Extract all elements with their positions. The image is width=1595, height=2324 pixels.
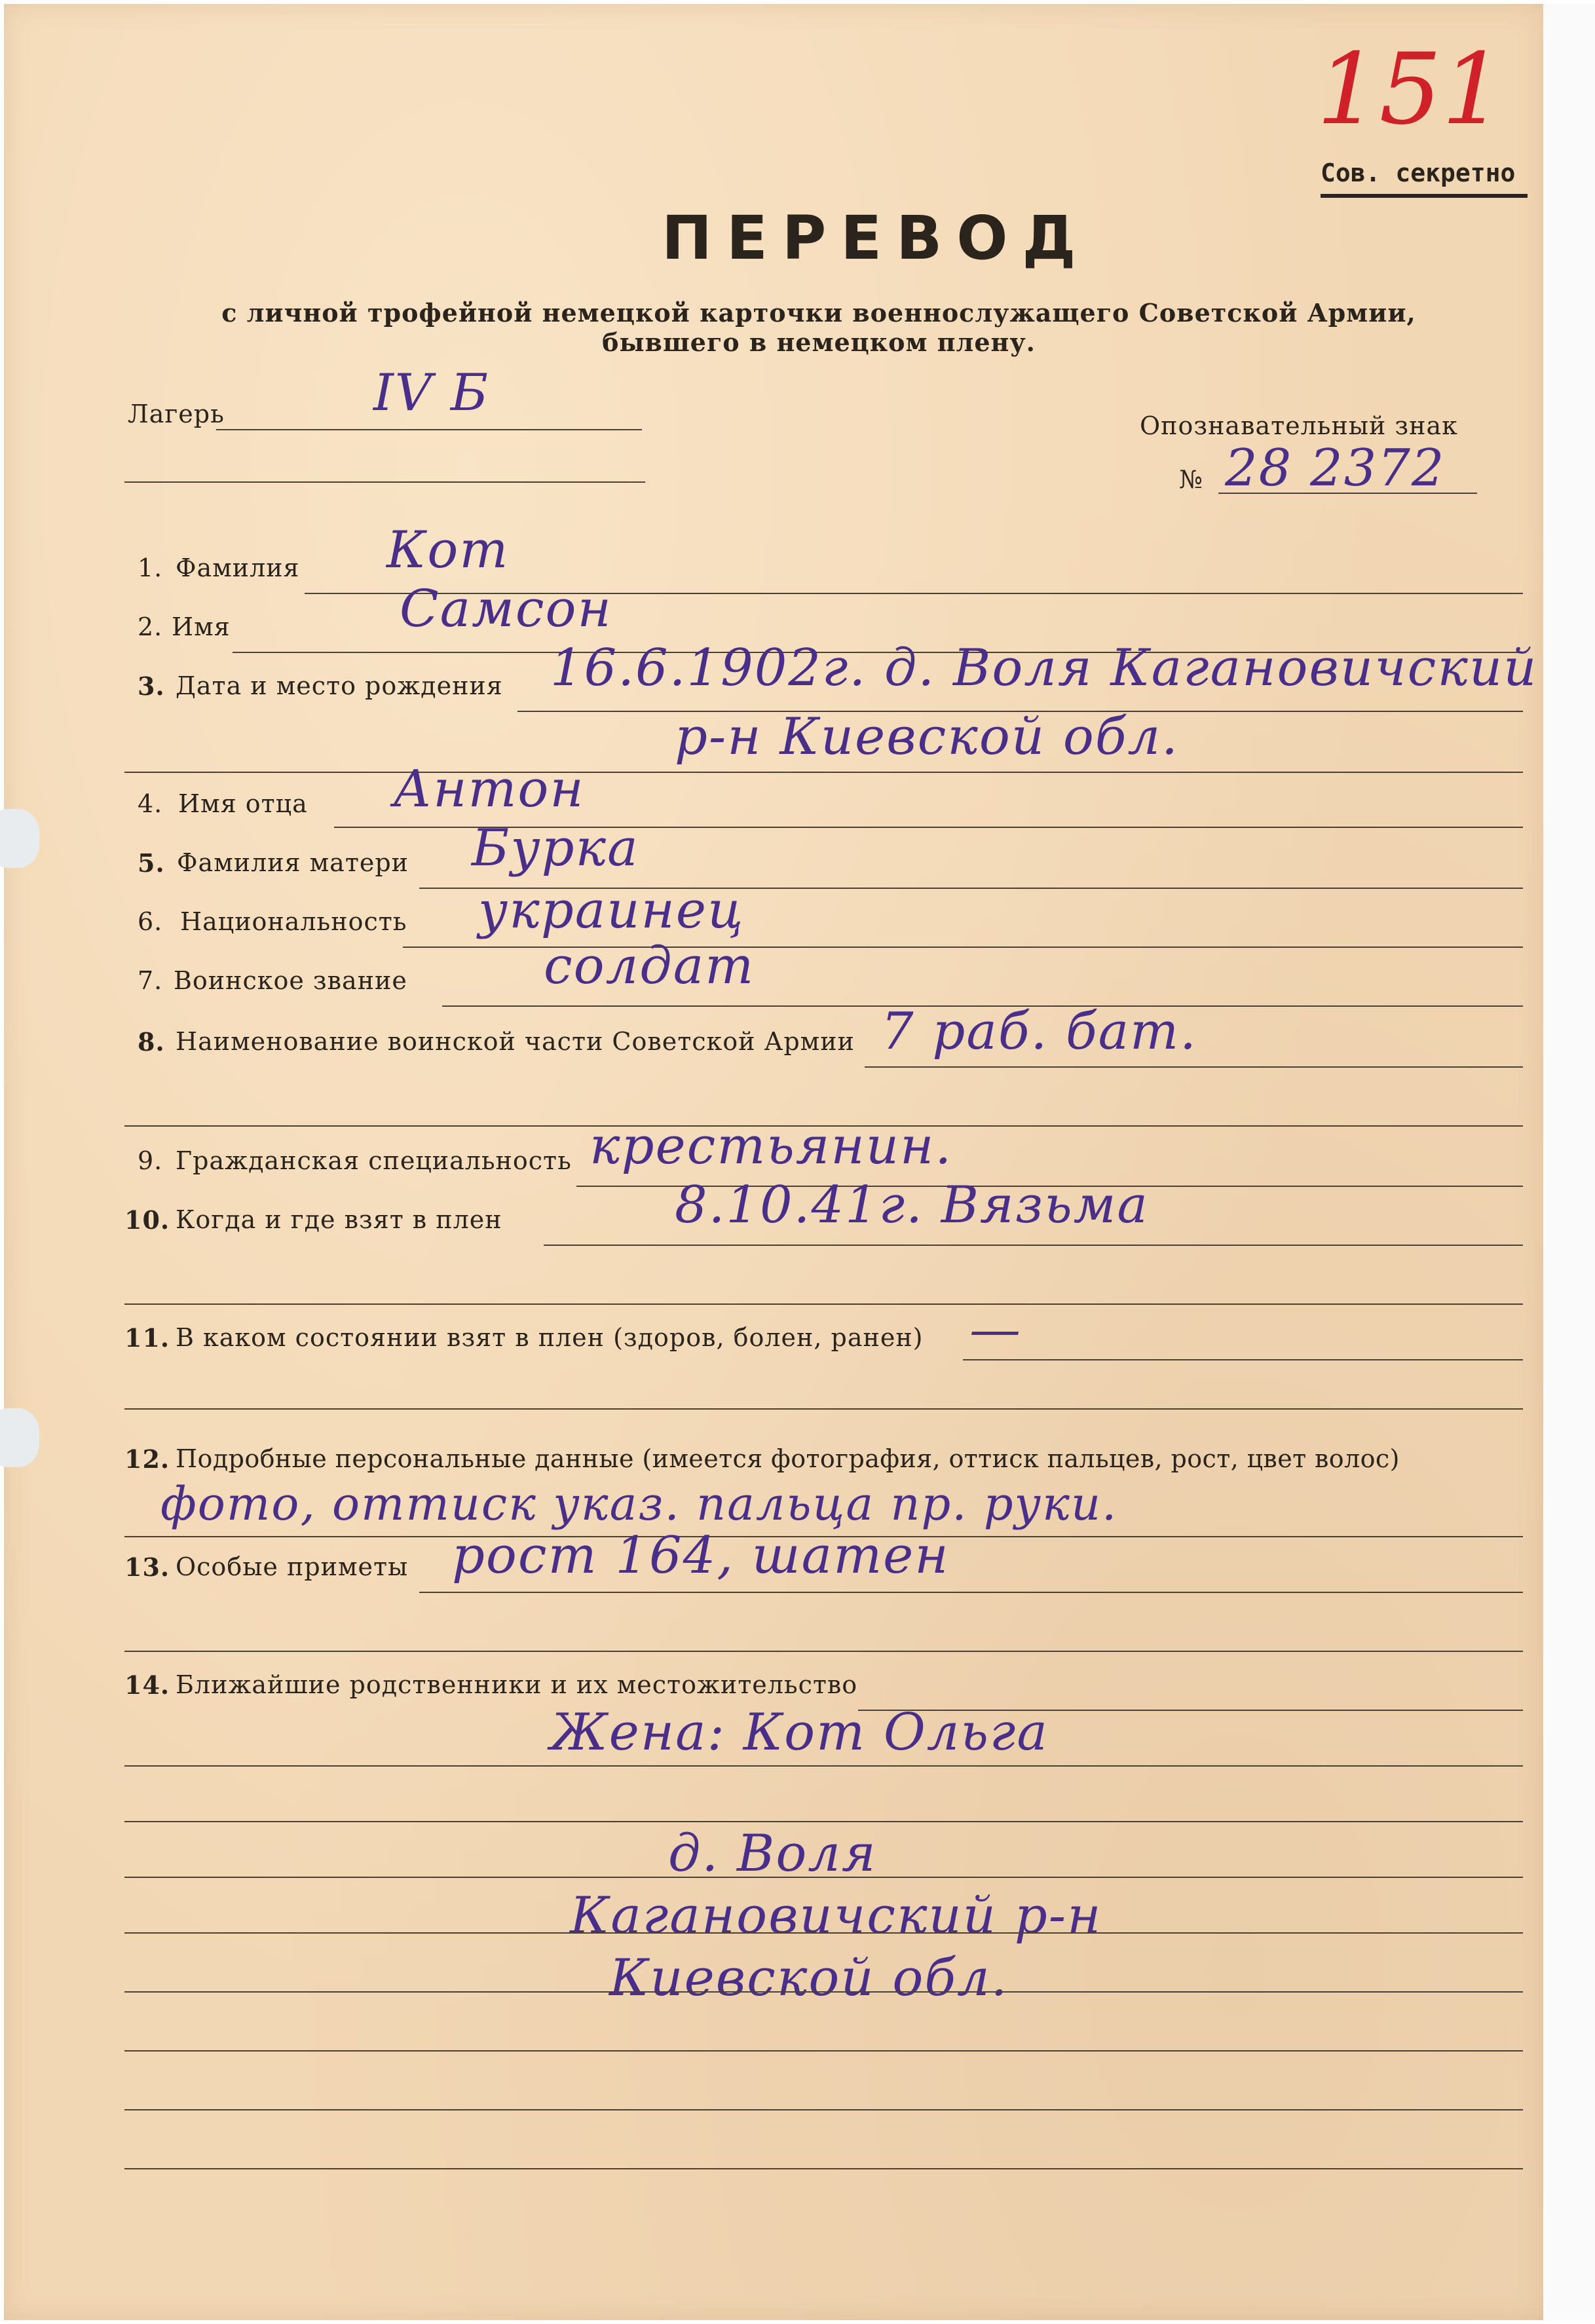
paper-tear xyxy=(0,1408,39,1467)
field-value-relatives: Жена: Кот Ольга xyxy=(550,1703,1049,1762)
field-num: 4. xyxy=(138,789,163,818)
field-num: 3. xyxy=(138,671,165,701)
field-value-father: Антон xyxy=(393,760,585,819)
field-value-relatives-region: Киевской обл. xyxy=(609,1949,1009,2008)
field-num: 13. xyxy=(124,1552,170,1582)
field-line xyxy=(124,1877,1523,1878)
field-value-mother: Бурка xyxy=(472,819,639,878)
field-line xyxy=(124,1932,1523,1934)
field-line xyxy=(124,1408,1523,1410)
archive-number: 151 xyxy=(1317,33,1505,147)
field-num: 12. xyxy=(124,1444,170,1474)
camp-line-2 xyxy=(124,481,645,483)
field-line xyxy=(124,1765,1523,1767)
field-value-captured: 8.10.41г. Вязьма xyxy=(675,1176,1149,1235)
field-num: 7. xyxy=(138,966,163,995)
field-label-relatives: Ближайшие родственники и их местожительство xyxy=(176,1670,858,1699)
field-line xyxy=(865,1066,1523,1068)
field-line xyxy=(124,1303,1523,1305)
field-value-surname: Кот xyxy=(386,521,510,580)
document-subtitle: с личной трофейной немецкой карточки военнослужащего Советской Армии, xyxy=(221,298,1416,328)
field-num: 14. xyxy=(124,1670,170,1700)
field-value-nationality: украинец xyxy=(478,881,745,940)
field-value-marks: рост 164, шатен xyxy=(452,1526,950,1585)
field-value-rank: солдат xyxy=(544,937,755,996)
id-tag-label: Опознавательный знак xyxy=(1140,411,1458,440)
field-value-relatives-district: Кагановичский р-н xyxy=(570,1886,1102,1945)
field-label-condition: В каком состоянии взят в плен (здоров, болен, ранен) xyxy=(176,1323,924,1352)
field-line xyxy=(124,1651,1523,1652)
field-label-surname: Фамилия xyxy=(176,553,300,582)
document-title: ПЕРЕВОД xyxy=(662,203,1091,273)
field-value-personal-data: фото, оттиск указ. пальца пр. руки. xyxy=(160,1477,1118,1531)
field-num: 1. xyxy=(138,553,163,582)
field-value-profession: крестьянин. xyxy=(590,1117,953,1176)
field-num: 11. xyxy=(124,1323,170,1353)
field-label-name: Имя xyxy=(172,612,231,641)
field-value-unit: 7 раб. бат. xyxy=(881,1002,1197,1061)
field-label-mother: Фамилия матери xyxy=(177,848,409,877)
id-tag-prefix: № xyxy=(1179,465,1203,494)
field-line xyxy=(124,2109,1523,2110)
camp-value: IV Б xyxy=(373,364,490,422)
field-line xyxy=(963,1359,1523,1360)
field-line xyxy=(124,2050,1523,2052)
classification-underline xyxy=(1321,194,1528,198)
field-num: 10. xyxy=(124,1205,170,1235)
field-value-birth: 16.6.1902г. д. Воля Кагановичский xyxy=(550,639,1538,698)
field-value-condition: — xyxy=(969,1300,1022,1359)
field-num: 9. xyxy=(138,1146,163,1175)
field-label-birth: Дата и место рождения xyxy=(176,671,503,700)
paper-tear xyxy=(0,809,39,868)
field-num: 6. xyxy=(138,907,163,936)
field-label-profession: Гражданская специальность xyxy=(176,1146,572,1175)
field-label-rank: Воинское звание xyxy=(174,966,407,995)
field-line xyxy=(419,1592,1523,1593)
field-value-birth-2: р-н Киевской обл. xyxy=(675,707,1179,766)
camp-line xyxy=(216,429,642,430)
field-line xyxy=(124,2168,1523,2169)
field-line xyxy=(124,772,1523,773)
field-label-captured: Когда и где взят в плен xyxy=(176,1205,502,1234)
id-tag-value: 28 2372 xyxy=(1225,439,1446,498)
field-line xyxy=(124,1991,1523,1993)
field-label-father: Имя отца xyxy=(178,789,308,818)
scan-margin xyxy=(1543,4,1595,2320)
field-label-nationality: Национальность xyxy=(180,907,407,936)
field-value-name: Самсон xyxy=(400,580,612,639)
field-line xyxy=(544,1245,1523,1246)
field-label-unit: Наименование воинской части Советской Армии xyxy=(176,1027,855,1056)
field-num: 8. xyxy=(138,1027,165,1057)
camp-label: Лагерь xyxy=(128,400,225,428)
field-line xyxy=(124,1821,1523,1822)
field-label-personal-data: Подробные персональные данные (имеется фотография, оттиск пальцев, рост, цвет волос) xyxy=(176,1444,1400,1473)
field-num: 2. xyxy=(138,612,163,641)
field-label-marks: Особые приметы xyxy=(176,1552,409,1581)
classification-label: Сов. секретно xyxy=(1321,159,1516,187)
document-subtitle: бывшего в немецком плену. xyxy=(602,328,1036,357)
field-value-relatives-village: д. Воля xyxy=(668,1824,877,1883)
field-num: 5. xyxy=(138,848,165,878)
